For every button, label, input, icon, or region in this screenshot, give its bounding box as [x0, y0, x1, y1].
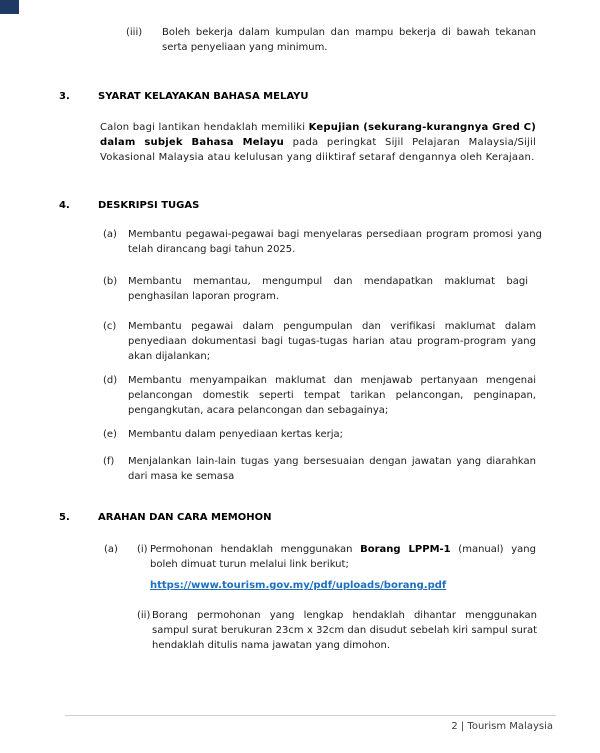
section-title: ARAHAN DAN CARA MEMOHON	[98, 512, 272, 523]
paragraph-run: pada peringkat Sijil Pelajaran Malaysia/Sijil Vokasional Malaysia atau kelulusan yang diiktiraf setaraf dengannya oleh Kerajaan.	[100, 137, 536, 163]
list-item-text: Menjalankan lain-lain tugas yang bersesuaian dengan jawatan yang diarahkan dari masa ke semasa	[128, 456, 536, 482]
list-item-label: (f)	[103, 456, 115, 467]
list-item-text: Borang permohonan yang lengkap hendaklah dihantar menggunakan sampul surat berukuran 23cm x 32cm dan disudut sebelah kiri sampul surat hendaklah ditulis nama jawatan yang dimohon.	[152, 610, 537, 651]
list-item-label: (c)	[103, 321, 117, 332]
list-item-label: (a)	[104, 544, 118, 555]
list-item-iii	[126, 25, 538, 55]
task-item-d	[103, 373, 543, 418]
task-item-b	[103, 274, 543, 304]
section-4-heading	[59, 198, 539, 213]
list-item-label: (e)	[103, 429, 117, 440]
list-item-label: (d)	[103, 375, 118, 386]
section-3-paragraph	[100, 120, 536, 165]
section-number: 5.	[59, 512, 70, 523]
list-item-text: Membantu menyampaikan maklumat dan menjawab pertanyaan mengenai pelancongan domestik seperti tempat tarikan pelancongan, penginapan, pengangkutan, acara pelancongan dan sebagainya;	[128, 375, 536, 416]
section-number: 3.	[59, 91, 70, 102]
task-item-a	[103, 227, 543, 257]
list-item-text: Membantu pegawai-pegawai bagi menyelaras persediaan program promosi yang telah dirancang bagi tahun 2025.	[128, 229, 542, 255]
list-item-text: Membantu dalam penyediaan kertas kerja;	[128, 429, 343, 440]
section-title: SYARAT KELAYAKAN BAHASA MELAYU	[98, 91, 309, 102]
list-item-text: Membantu pegawai dalam pengumpulan dan verifikasi maklumat dalam penyediaan dokumentasi bagi tugas-tugas harian atau program-program yang akan dijalankan;	[128, 321, 536, 362]
task-item-f	[103, 454, 543, 484]
paragraph-run-bold: Kepujian (sekurang-kurangnya Gred C) dalam subjek Bahasa Melayu	[100, 122, 536, 148]
list-item-label: (a)	[103, 229, 117, 240]
task-item-e	[103, 427, 543, 442]
list-item-sublabel: (i)	[137, 544, 148, 555]
footer-page-label: 2 | Tourism Malaysia	[451, 721, 553, 732]
section-title: DESKRIPSI TUGAS	[98, 200, 200, 211]
list-item-text	[150, 542, 536, 572]
list-item-sublabel: (ii)	[137, 610, 151, 621]
paragraph-run: Permohonan hendaklah menggunakan	[150, 544, 361, 555]
page-corner-marker	[0, 0, 19, 14]
instruction-item-a-i	[104, 542, 544, 572]
list-item-label: (b)	[103, 276, 118, 287]
borang-pdf-link[interactable]: https://www.tourism.gov.my/pdf/uploads/borang.pdf	[150, 580, 447, 591]
paragraph-run-bold: Borang LPPM-1	[360, 544, 451, 555]
paragraph-run: Calon bagi lantikan hendaklah memiliki	[100, 122, 309, 133]
section-3-heading	[59, 89, 539, 104]
task-item-c	[103, 319, 543, 364]
link-line	[150, 578, 550, 593]
list-item-text: Boleh bekerja dalam kumpulan dan mampu bekerja di bawah tekanan serta penyeliaan yang minimum.	[162, 27, 536, 53]
paragraph-run: (manual) yang boleh dimuat turun melalui link berikut;	[150, 544, 536, 570]
list-item-text: Membantu memantau, mengumpul dan mendapatkan maklumat bagi penghasilan laporan program.	[128, 276, 528, 302]
section-5-heading	[59, 510, 539, 525]
instruction-item-a-ii	[137, 608, 542, 653]
section-number: 4.	[59, 200, 70, 211]
footer-divider	[65, 715, 556, 716]
list-item-label: (iii)	[126, 27, 143, 38]
